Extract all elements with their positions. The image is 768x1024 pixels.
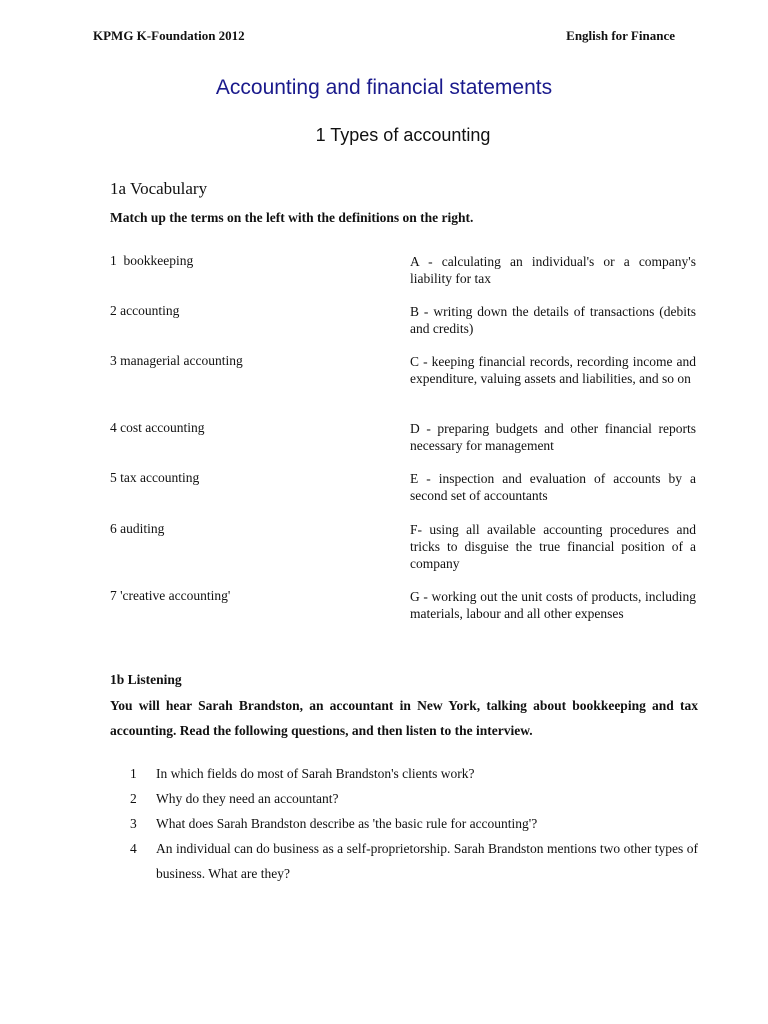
question-text: An individual can do business as a self-proprietorship. Sarah Brandston mentions two other types of business. What are they? — [156, 841, 698, 881]
vocabulary-term: 2 accounting — [110, 303, 180, 318]
vocabulary-definition: B - writing down the details of transactions (debits and credits) — [410, 304, 696, 336]
vocabulary-term: 6 auditing — [110, 521, 165, 536]
vocabulary-instruction: Match up the terms on the left with the definitions on the right. — [110, 210, 474, 225]
vocabulary-term: 5 tax accounting — [110, 470, 200, 485]
listening-intro: You will hear Sarah Brandston, an accountant in New York, talking about bookkeeping and tax accounting. Read the following questions, and then listen to the interview. — [110, 698, 698, 738]
listening-heading: 1b Listening — [110, 672, 182, 687]
question-number: 3 — [130, 816, 137, 831]
page-title: Accounting and financial statements — [215, 76, 553, 99]
question-number: 2 — [130, 791, 137, 806]
vocabulary-term: 1 bookkeeping — [110, 253, 194, 268]
vocabulary-definition: G - working out the unit costs of products, including materials, labour and all other expenses — [410, 589, 696, 621]
vocabulary-heading: 1a Vocabulary — [110, 179, 208, 198]
vocabulary-term: 7 'creative accounting' — [110, 588, 231, 603]
question-number: 4 — [130, 841, 137, 856]
header-subject: English for Finance — [566, 28, 675, 43]
vocabulary-definition: A - calculating an individual's or a company's liability for tax — [410, 254, 696, 286]
header-course-name: KPMG K-Foundation 2012 — [93, 28, 245, 43]
question-text: What does Sarah Brandston describe as 'the basic rule for accounting'? — [156, 816, 538, 831]
question-number: 1 — [130, 766, 137, 781]
question-text: Why do they need an accountant? — [156, 791, 339, 806]
vocabulary-definition: E - inspection and evaluation of accounts by a second set of accountants — [410, 471, 696, 503]
vocabulary-term: 3 managerial accounting — [110, 353, 243, 368]
question-text: In which fields do most of Sarah Brandston's clients work? — [156, 766, 475, 781]
vocabulary-definition: F- using all available accounting procedures and tricks to disguise the true financial position of a company — [410, 522, 696, 571]
vocabulary-term: 4 cost accounting — [110, 420, 205, 435]
vocabulary-definition: D - preparing budgets and other financial reports necessary for management — [410, 421, 696, 453]
vocabulary-definition: C - keeping financial records, recording income and expenditure, valuing assets and liabilities, and so on — [410, 354, 696, 386]
section-title: 1 Types of accounting — [315, 125, 491, 145]
